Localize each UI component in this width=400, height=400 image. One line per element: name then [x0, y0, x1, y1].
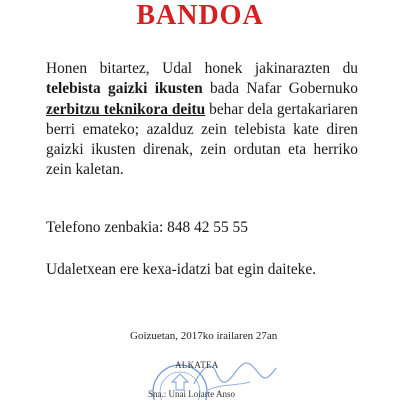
body-emphasis-tv: telebista gaizki ikusten [46, 80, 203, 98]
signer-name: Sna.: Unai Loiarte Anso [148, 389, 235, 399]
body-text-2: bada Nafar Gobernuko [202, 80, 358, 98]
body-text-1: Honen bitartez, Udal honek jakinarazten du [46, 60, 358, 77]
place-date-line: Goizuetan, 2017ko irailaren 27an [130, 330, 278, 342]
notice-body [46, 59, 358, 181]
signer-role: ALKATEA [175, 360, 219, 370]
body-emphasis-service: zerbitzu teknikora deitu [46, 100, 206, 118]
phone-number-line: Telefono zenbakia: 848 42 55 55 [46, 219, 248, 236]
complaint-line: Udaletxean ere kexa-idatzi bat egin daiteke. [46, 261, 317, 278]
body-text-3: behar dela gertakariaren berri emateko; azalduz zein telebista kate diren gaizki ikusten direnak, zein ordutan eta herriko zein kaletan. [46, 100, 358, 179]
page-title: BANDOA [136, 0, 264, 31]
